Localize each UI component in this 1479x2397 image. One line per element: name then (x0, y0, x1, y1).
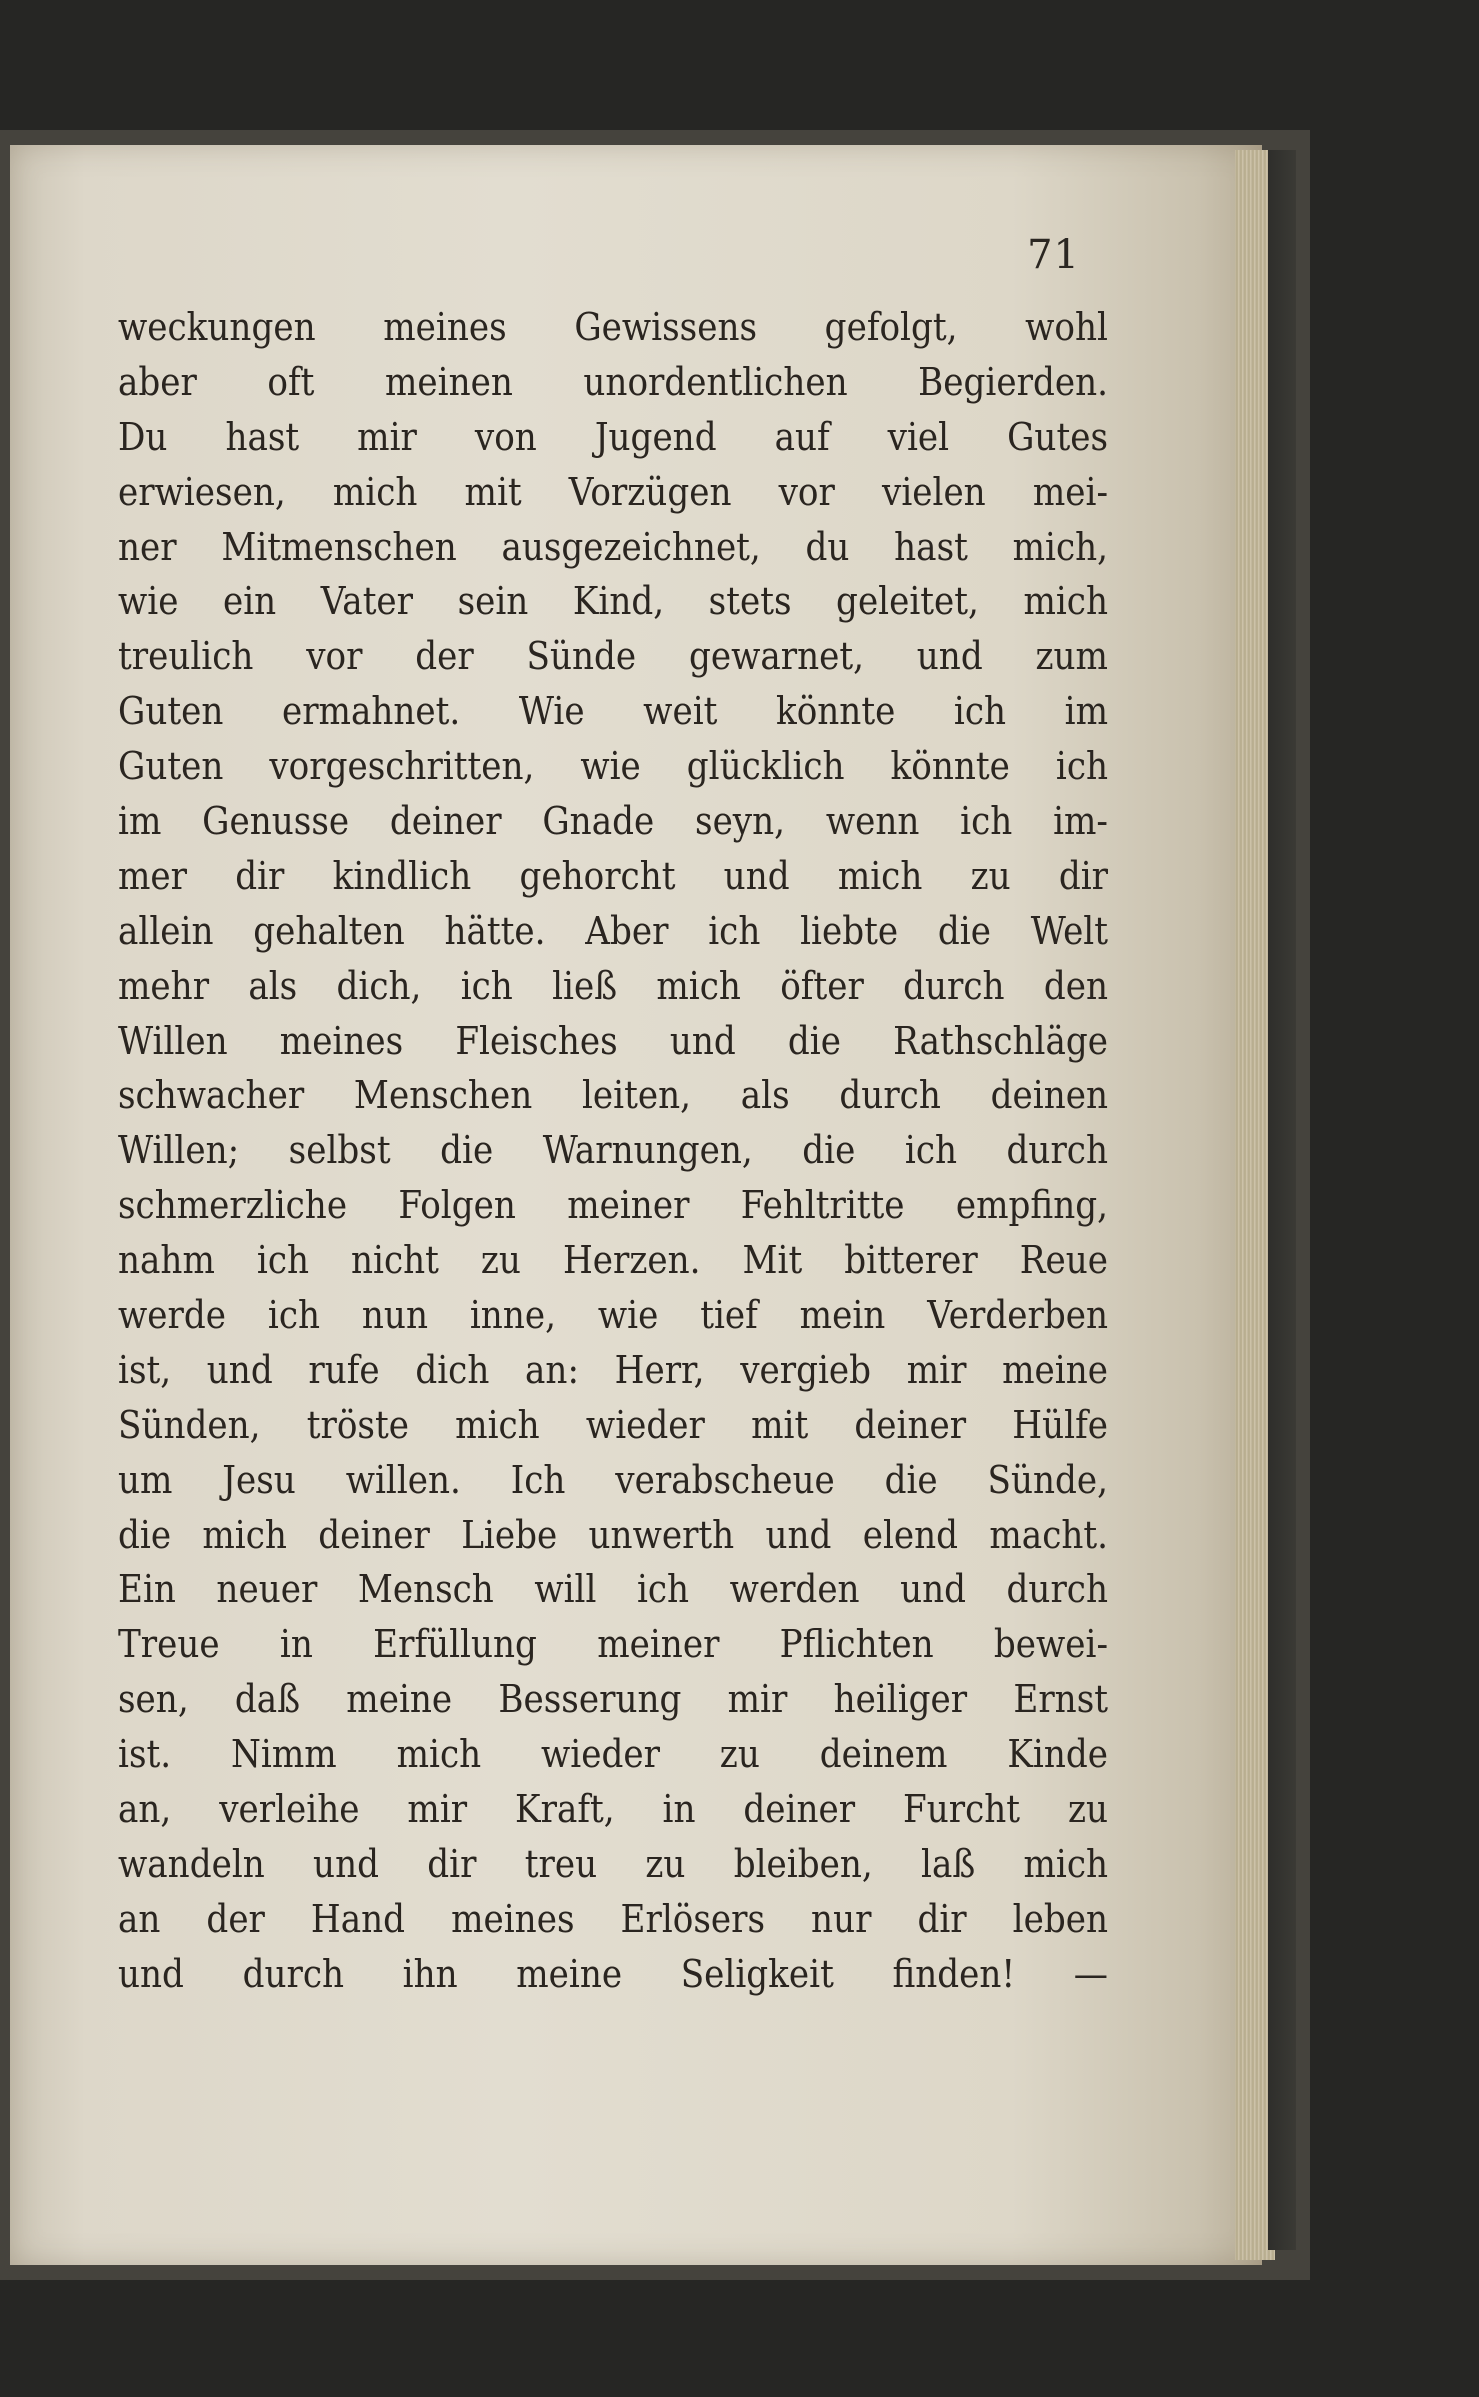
text-line: aber oft meinen unordentlichen Begierden. (118, 359, 1108, 404)
text-line: ist. Nimm mich wieder zu deinem Kinde (118, 1732, 1108, 1777)
text-line: weckungen meines Gewissens gefolgt, wohl (118, 305, 1108, 349)
text-line: Ein neuer Mensch will ich werden und durch (118, 1567, 1108, 1612)
text-line: Guten ermahnet. Wie weit könnte ich im (118, 689, 1108, 734)
page-number: 71 (1027, 232, 1080, 278)
text-line: und durch ihn meine Seligkeit finden! — (118, 1951, 1108, 1996)
text-line: Willen; selbst die Warnungen, die ich durch (118, 1128, 1108, 1173)
text-line: Du hast mir von Jugend auf viel Gutes (118, 414, 1108, 459)
text-line: Guten vorgeschritten, wie glücklich könnte ich (118, 744, 1108, 789)
text-line: nahm ich nicht zu Herzen. Mit bitterer Reue (118, 1238, 1108, 1283)
text-line: wie ein Vater sein Kind, stets geleitet, mich (118, 579, 1108, 624)
text-line: mehr als dich, ich ließ mich öfter durch den (118, 963, 1108, 1008)
text-line: um Jesu willen. Ich verabscheue die Sünde, (118, 1457, 1108, 1502)
text-line: ist, und rufe dich an: Herr, vergieb mir meine (118, 1347, 1108, 1392)
text-line: allein gehalten hätte. Aber ich liebte die Welt (118, 908, 1108, 953)
text-line: Sünden, tröste mich wieder mit deiner Hülfe (118, 1402, 1108, 1447)
text-line: die mich deiner Liebe unwerth und elend macht. (118, 1512, 1108, 1557)
text-line: werde ich nun inne, wie tief mein Verderben (118, 1293, 1108, 1338)
text-line: im Genusse deiner Gnade seyn, wenn ich im- (118, 799, 1108, 844)
text-line: schwacher Menschen leiten, als durch deinen (118, 1073, 1108, 1118)
text-line: Willen meines Fleisches und die Rathschläge (118, 1018, 1108, 1063)
text-line: sen, daß meine Besserung mir heiliger Ernst (118, 1677, 1108, 1722)
text-line: an, verleihe mir Kraft, in deiner Furcht zu (118, 1787, 1108, 1832)
cover-edge (1268, 150, 1296, 2250)
text-line: mer dir kindlich gehorcht und mich zu dir (118, 853, 1108, 898)
text-line: erwiesen, mich mit Vorzügen vor vielen mei- (118, 469, 1108, 514)
text-line: treulich vor der Sünde gewarnet, und zum (118, 634, 1108, 679)
text-line: schmerzliche Folgen meiner Fehltritte empfing, (118, 1183, 1108, 1228)
text-line: ner Mitmenschen ausgezeichnet, du hast mich, (118, 524, 1108, 569)
text-line: wandeln und dir treu zu bleiben, laß mich (118, 1841, 1108, 1886)
page-text (118, 300, 1108, 2002)
text-line: an der Hand meines Erlösers nur dir leben (118, 1896, 1108, 1941)
text-line: Treue in Erfüllung meiner Pflichten bewei- (118, 1622, 1108, 1667)
